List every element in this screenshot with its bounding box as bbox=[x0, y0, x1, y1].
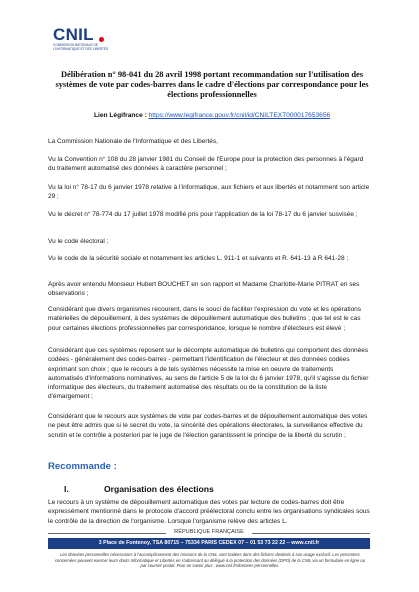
legal-notice: Les données personnelles nécessaires à l'accomplissement des missions de la CNIL sont traitées dans des fichiers destinés à son usage exclusif. Les personnes concernées peuvent exercer leurs droits Informatique et Libertés en s'adressant au délégué à la protection des données (DPO) de la CNIL via un formulaire en ligne ou par courrier postal. Pour en savoir plus : www.cnil.fr/donnees-personnelles. bbox=[54, 552, 366, 569]
divider-line-right bbox=[252, 533, 370, 534]
paragraph-rapporteur: Après avoir entendu Monsieur Hubert BOUCHET en son rapport et Madame Charlotte-Marie PITRAT en ses observations ; bbox=[48, 281, 360, 298]
section-number: I. bbox=[64, 484, 69, 494]
paragraph-convention-108: Vu la Convention n° 108 du 28 janvier 1981 du Conseil de l'Europe pour la protection des personnes à l'égard du traitement automatisé des données à caractère personnel ; bbox=[48, 156, 364, 173]
cnil-logo bbox=[53, 26, 113, 52]
paragraph-considerant-1: Considérant que divers organismes recourent, dans le souci de faciliter l'expression du vote et les opérations matérielles de dépouillement, à des systèmes de dépouillement automatique des bulletins ; que tel est le cas pour certaines élections professionnelles par correspondance, lorsque le nombre d'électeurs est élevé ; bbox=[48, 306, 362, 332]
address-bar: 3 Place de Fontenoy, TSA 80715 – 75334 PARIS CEDEX 07 – 01 53 73 22 22 – www.cnil.fr bbox=[48, 538, 370, 549]
document-title: Délibération n° 98-041 du 28 avril 1998 portant recommandation sur l'utilisation des systèmes de vote par codes-barres dans le cadre d'élections par correspondance pour les élections professionnelles bbox=[55, 70, 369, 99]
logo-wordmark: CNIL bbox=[53, 25, 94, 44]
section-title: Organisation des élections bbox=[104, 484, 214, 494]
logo-subtitle: COMMISSION NATIONALE DE L'INFORMATIQUE ET DES LIBERTÉS bbox=[53, 43, 109, 51]
paragraph-organisation: Le recours à un système de dépouillement automatique des votes par lecture de codes-barres doit être expressément mentionné dans le protocole d'accord préélectoral conclu entre les organisations syndicales sous le contrôle de la direction de l'organisme. Lorsque l'organisme relève des articles L. bbox=[48, 499, 370, 525]
legifrance-label: Lien Légifrance : bbox=[94, 112, 147, 119]
paragraph-loi-78-17: Vu la loi n° 78-17 du 6 janvier 1978 relative à l'informatique, aux fichiers et aux libertés et notamment son article 29 ; bbox=[48, 184, 370, 201]
legifrance-link-line bbox=[94, 111, 384, 120]
paragraph-considerant-2: Considérant que ces systèmes reposent sur le décompte automatique de bulletins qui comportent des données codées - généralement des codes-barres - permettant l'identification de l'électeur et des données codées exprimant son choix ; que le recours à de tels systèmes nécessite la mise en oeuvre de traitements automatisés d'informations nominatives, au sens de l'article 5 de la loi du 6 janvier 1978, qu'il s'agisse du fichier informatique des électeurs, du traitement automatisé des résultats ou de la constitution de la liste d'émargement ; bbox=[48, 347, 369, 401]
logo-red-dot bbox=[99, 37, 104, 42]
legifrance-link[interactable]: https://www.legifrance.gouv.fr/cnil/id/CNILTEXT000017653656 bbox=[148, 112, 331, 119]
paragraph-code-electoral: Vu le code électoral ; bbox=[48, 238, 109, 245]
recommande-heading: Recommande : bbox=[48, 461, 117, 472]
paragraph-decret-78-774: Vu le décret n° 78-774 du 17 juillet 1978 modifié pris pour l'application de la loi 78-17 du 6 janvier susvisée ; bbox=[48, 211, 358, 218]
paragraph-commission: La Commission Nationale de l'Informatique et des Libertés, bbox=[48, 138, 218, 145]
paragraph-considerant-3: Considérant que le recours aux systèmes de vote par codes-barres et de dépouillement automatique des votes ne peut être admis que si le secret du vote, la sincérité des opérations électorales, la surveillance effective du scrutin et le contrôle a posteriori par le juge de l'élection garantissent le principe de la liberté du scrutin ; bbox=[48, 413, 368, 439]
paragraph-code-securite-sociale: Vu le code de la sécurité sociale et notamment les articles L. 911-1 et suivants et R. 641-13 à R 641-28 ; bbox=[48, 255, 349, 262]
republique-francaise-label: RÉPUBLIQUE FRANÇAISE bbox=[174, 529, 244, 535]
